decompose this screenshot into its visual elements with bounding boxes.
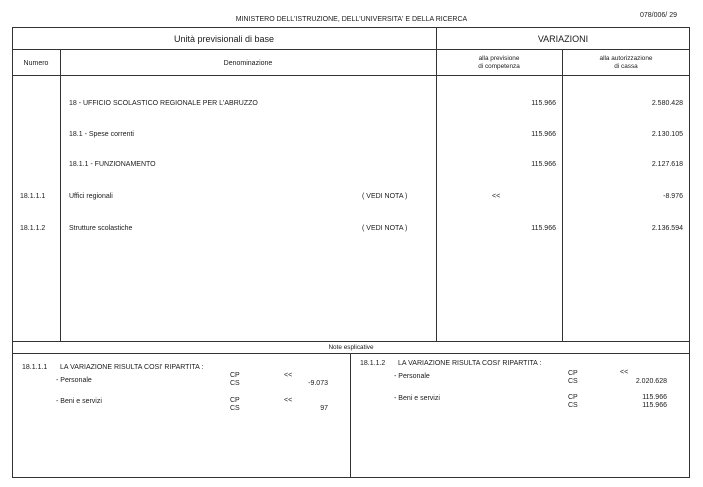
note-item-cs-value: -9.073 — [308, 380, 328, 387]
notes-title: Note esplicative — [328, 344, 374, 351]
row-competenza: 115.966 — [531, 131, 556, 138]
row-competenza: 115.966 — [531, 225, 556, 232]
group-header-unita: Unità previsionali di base — [173, 34, 275, 44]
col-divider-numero — [60, 49, 61, 342]
col-divider-variazioni — [436, 27, 437, 342]
note-item-cp-value: << — [620, 369, 629, 376]
note-item-cp-label: CP — [230, 397, 240, 404]
row-numero: 18.1.1.2 — [20, 225, 46, 232]
row-cassa: 2.127.618 — [651, 161, 683, 168]
header-divider-1 — [12, 49, 690, 50]
note-item-cp-label: CP — [230, 372, 240, 379]
note-item-label: - Personale — [394, 373, 430, 380]
note-item-label: - Beni e servizi — [56, 398, 102, 405]
note-item-cs-label: CS — [568, 402, 578, 409]
row-denominazione: 18.1 - Spese correnti — [69, 131, 134, 138]
row-competenza: 115.966 — [531, 100, 556, 107]
note-heading: LA VARIAZIONE RISULTA COSI' RIPARTITA : — [60, 364, 204, 371]
row-denominazione: Uffici regionali — [69, 193, 113, 200]
ministry-header: MINISTERO DELL'ISTRUZIONE, DELL'UNIVERSITA' E DELLA RICERCA — [235, 16, 468, 23]
col-header-competenza-line2: di competenza — [478, 63, 520, 70]
note-item-label: - Personale — [56, 377, 92, 384]
note-item-cs-label: CS — [230, 405, 240, 412]
note-item-cp-value: << — [284, 372, 293, 379]
note-item-cp-label: CP — [568, 394, 578, 401]
note-item-label: - Beni e servizi — [394, 395, 440, 402]
col-header-competenza-line1: alla previsione — [478, 55, 520, 62]
header-divider-2 — [12, 75, 690, 76]
note-item-cs-label: CS — [230, 380, 240, 387]
row-cassa: 2.136.594 — [651, 225, 683, 232]
row-competenza: << — [492, 193, 501, 200]
page-reference: 078/006/ 29 — [640, 12, 677, 19]
row-numero: 18.1.1.1 — [20, 193, 46, 200]
note-numero: 18.1.1.2 — [360, 360, 386, 367]
col-header-denominazione: Denominazione — [223, 60, 273, 67]
note-item-cs-label: CS — [568, 378, 578, 385]
col-divider-cassa — [562, 49, 563, 342]
note-item-cp-value: 115.966 — [642, 394, 667, 401]
row-cassa: 2.580.428 — [651, 100, 683, 107]
notes-col-divider — [350, 353, 351, 478]
note-item-cp-value: << — [284, 397, 293, 404]
notes-box — [12, 342, 690, 478]
row-denominazione: 18.1.1 - FUNZIONAMENTO — [69, 161, 156, 168]
note-item-cp-label: CP — [568, 370, 578, 377]
note-item-cs-value: 2.020.628 — [635, 378, 667, 385]
col-header-numero: Numero — [23, 60, 49, 67]
note-item-cs-value: 115.966 — [642, 402, 667, 409]
note-heading: LA VARIAZIONE RISULTA COSI' RIPARTITA : — [398, 360, 542, 367]
row-nota: ( VEDI NOTA ) — [362, 193, 408, 200]
col-header-cassa-line1: alla autorizzazione — [599, 55, 653, 62]
row-competenza: 115.966 — [531, 161, 556, 168]
note-item-cs-value: 97 — [320, 405, 328, 412]
group-header-variazioni: VARIAZIONI — [537, 34, 589, 44]
row-cassa: 2.130.105 — [651, 131, 683, 138]
row-cassa: -8.976 — [663, 193, 683, 200]
note-numero: 18.1.1.1 — [22, 364, 48, 371]
notes-title-divider — [12, 353, 690, 354]
row-nota: ( VEDI NOTA ) — [362, 225, 408, 232]
row-denominazione: 18 - UFFICIO SCOLASTICO REGIONALE PER L'ABRUZZO — [69, 100, 258, 107]
col-header-cassa-line2: di cassa — [614, 63, 638, 70]
row-denominazione: Strutture scolastiche — [69, 225, 133, 232]
